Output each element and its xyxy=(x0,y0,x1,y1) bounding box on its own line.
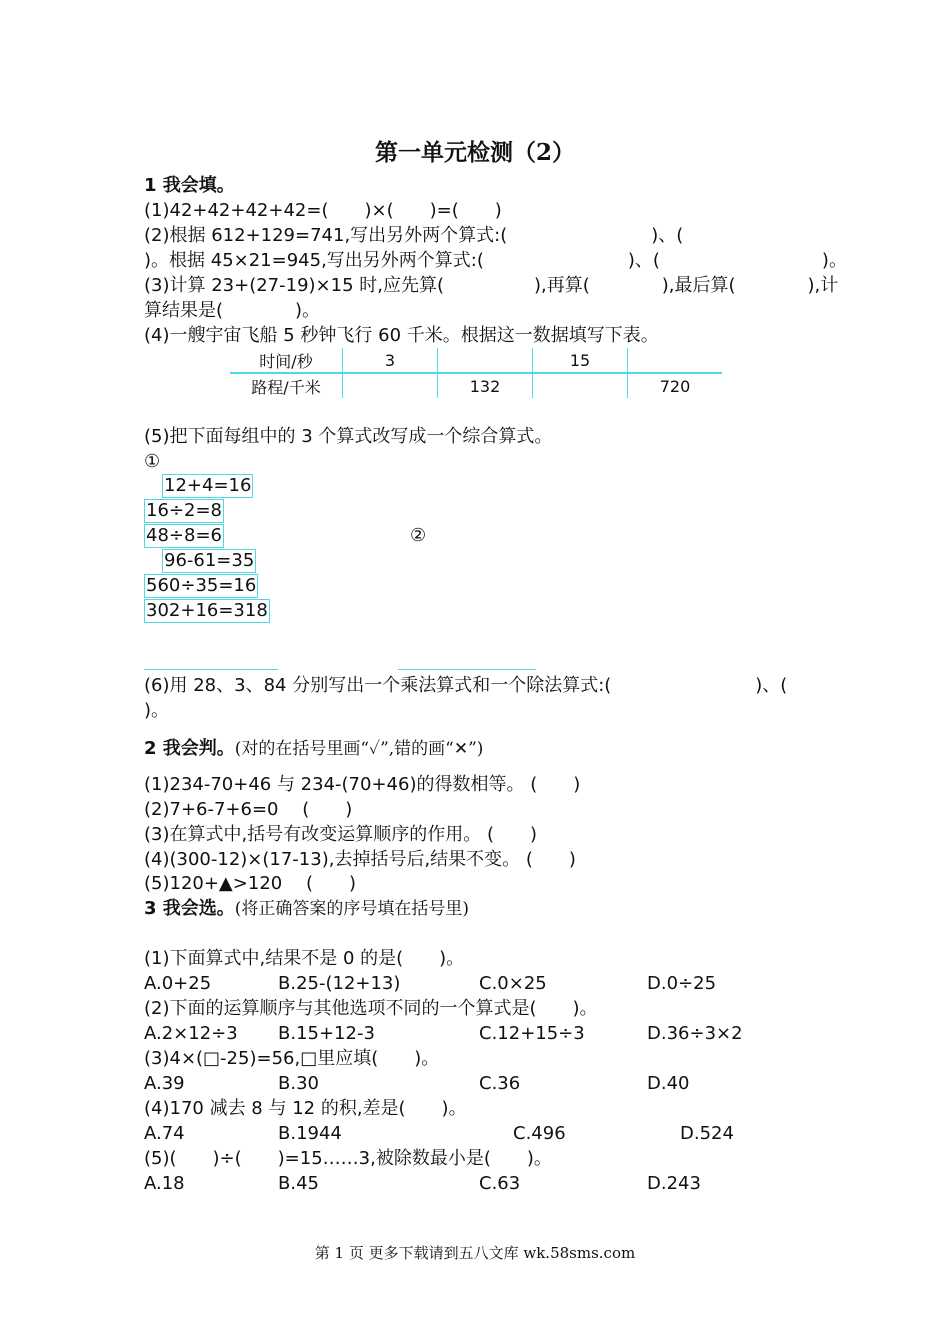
option: C.0×25 xyxy=(479,973,547,994)
expression-box: 96-61=35 xyxy=(164,550,255,571)
option: A.18 xyxy=(144,1173,185,1194)
judge-item: (5)120+▲>120 ( ) xyxy=(144,873,356,894)
question-1-6-line1: (6)用 28、3、84 分别写出一个乘法算式和一个除法算式:( )、( xyxy=(144,675,788,696)
option: D.243 xyxy=(647,1173,701,1194)
time-distance-table xyxy=(230,348,722,398)
judge-item: (3)在算式中,括号有改变运算顺序的作用。 ( ) xyxy=(144,824,537,845)
table-cell xyxy=(628,348,723,373)
table-cell xyxy=(343,373,438,398)
option: A.0+25 xyxy=(144,973,212,994)
option: C.63 xyxy=(479,1173,521,1194)
judge-item: (4)(300-12)×(17-13),去掉括号后,结果不变。 ( ) xyxy=(144,849,576,870)
question-1-2-line2: )。根据 45×21=945,写出另外两个算式:( )、( )。 xyxy=(144,250,847,271)
option: D.36÷3×2 xyxy=(647,1023,743,1044)
table-cell xyxy=(438,348,533,373)
option: B.45 xyxy=(278,1173,319,1194)
section3-note: (将正确答案的序号填在括号里) xyxy=(234,899,470,919)
question-1-2-line1: (2)根据 612+129=741,写出另外两个算式:( )、( xyxy=(144,225,684,246)
table-cell: 3 xyxy=(343,348,438,373)
choice-question: (4)170 减去 8 与 12 的积,差是( )。 xyxy=(144,1098,467,1119)
question-1-3-line2: 算结果是( )。 xyxy=(144,300,321,321)
option: B.15+12-3 xyxy=(278,1023,375,1044)
page-footer: 第 1 页 更多下载请到五八文库 wk.58sms.com xyxy=(314,1244,636,1262)
choice-question: (5)( )÷( )=15……3,被除数最小是( )。 xyxy=(144,1148,552,1169)
group-1-label: ① xyxy=(144,451,161,472)
expression-box: 302+16=318 xyxy=(146,600,268,621)
section1-heading: 1 我会填。 xyxy=(144,175,235,196)
section2-heading: 2 我会判。 xyxy=(144,738,235,759)
expression-box: 12+4=16 xyxy=(164,475,252,496)
option: A.2×12÷3 xyxy=(144,1023,238,1044)
table-cell xyxy=(533,373,628,398)
option: D.0÷25 xyxy=(647,973,717,994)
option: A.74 xyxy=(144,1123,185,1144)
choice-question: (2)下面的运算顺序与其他选项不同的一个算式是( )。 xyxy=(144,998,598,1019)
option: C.12+15÷3 xyxy=(479,1023,585,1044)
judge-item: (1)234-70+46 与 234-(70+46)的得数相等。 ( ) xyxy=(144,774,581,795)
group-2-label: ② xyxy=(410,525,427,546)
expression-box: 16÷2=8 xyxy=(146,500,222,521)
section3-heading: 3 我会选。 xyxy=(144,898,235,919)
table-cell: 路程/千米 xyxy=(230,373,343,398)
option: C.496 xyxy=(513,1123,566,1144)
option: B.25-(12+13) xyxy=(278,973,401,994)
question-1-1: (1)42+42+42+42=( )×( )=( ) xyxy=(144,200,502,221)
answer-line xyxy=(144,669,278,670)
option: C.36 xyxy=(479,1073,521,1094)
option: A.39 xyxy=(144,1073,185,1094)
expression-box: 48÷8=6 xyxy=(146,525,222,546)
question-1-6-line2: )。 xyxy=(144,700,170,721)
expression-box: 560÷35=16 xyxy=(146,575,257,596)
option: D.524 xyxy=(680,1123,734,1144)
answer-line xyxy=(398,669,536,670)
question-1-4: (4)一艘宇宙飞船 5 秒钟飞行 60 千米。根据这一数据填写下表。 xyxy=(144,325,659,346)
option: B.30 xyxy=(278,1073,319,1094)
section2-note: (对的在括号里画“✓”,错的画“✕”) xyxy=(234,739,484,759)
page-title: 第一单元检测（2） xyxy=(374,139,575,166)
question-1-5: (5)把下面每组中的 3 个算式改写成一个综合算式。 xyxy=(144,426,553,447)
table-cell: 132 xyxy=(438,373,533,398)
judge-item: (2)7+6-7+6=0 ( ) xyxy=(144,799,353,820)
section2-heading-row xyxy=(144,737,483,761)
option: D.40 xyxy=(647,1073,690,1094)
option: B.1944 xyxy=(278,1123,342,1144)
table-cell: 720 xyxy=(628,373,723,398)
section3-heading-row xyxy=(144,897,469,921)
choice-question: (1)下面算式中,结果不是 0 的是( )。 xyxy=(144,948,465,969)
question-1-3-line1: (3)计算 23+(27-19)×15 时,应先算( ),再算( ),最后算( ),计 xyxy=(144,275,839,296)
choice-question: (3)4×(□-25)=56,□里应填( )。 xyxy=(144,1048,440,1069)
table-cell: 15 xyxy=(533,348,628,373)
table-cell: 时间/秒 xyxy=(259,351,313,371)
